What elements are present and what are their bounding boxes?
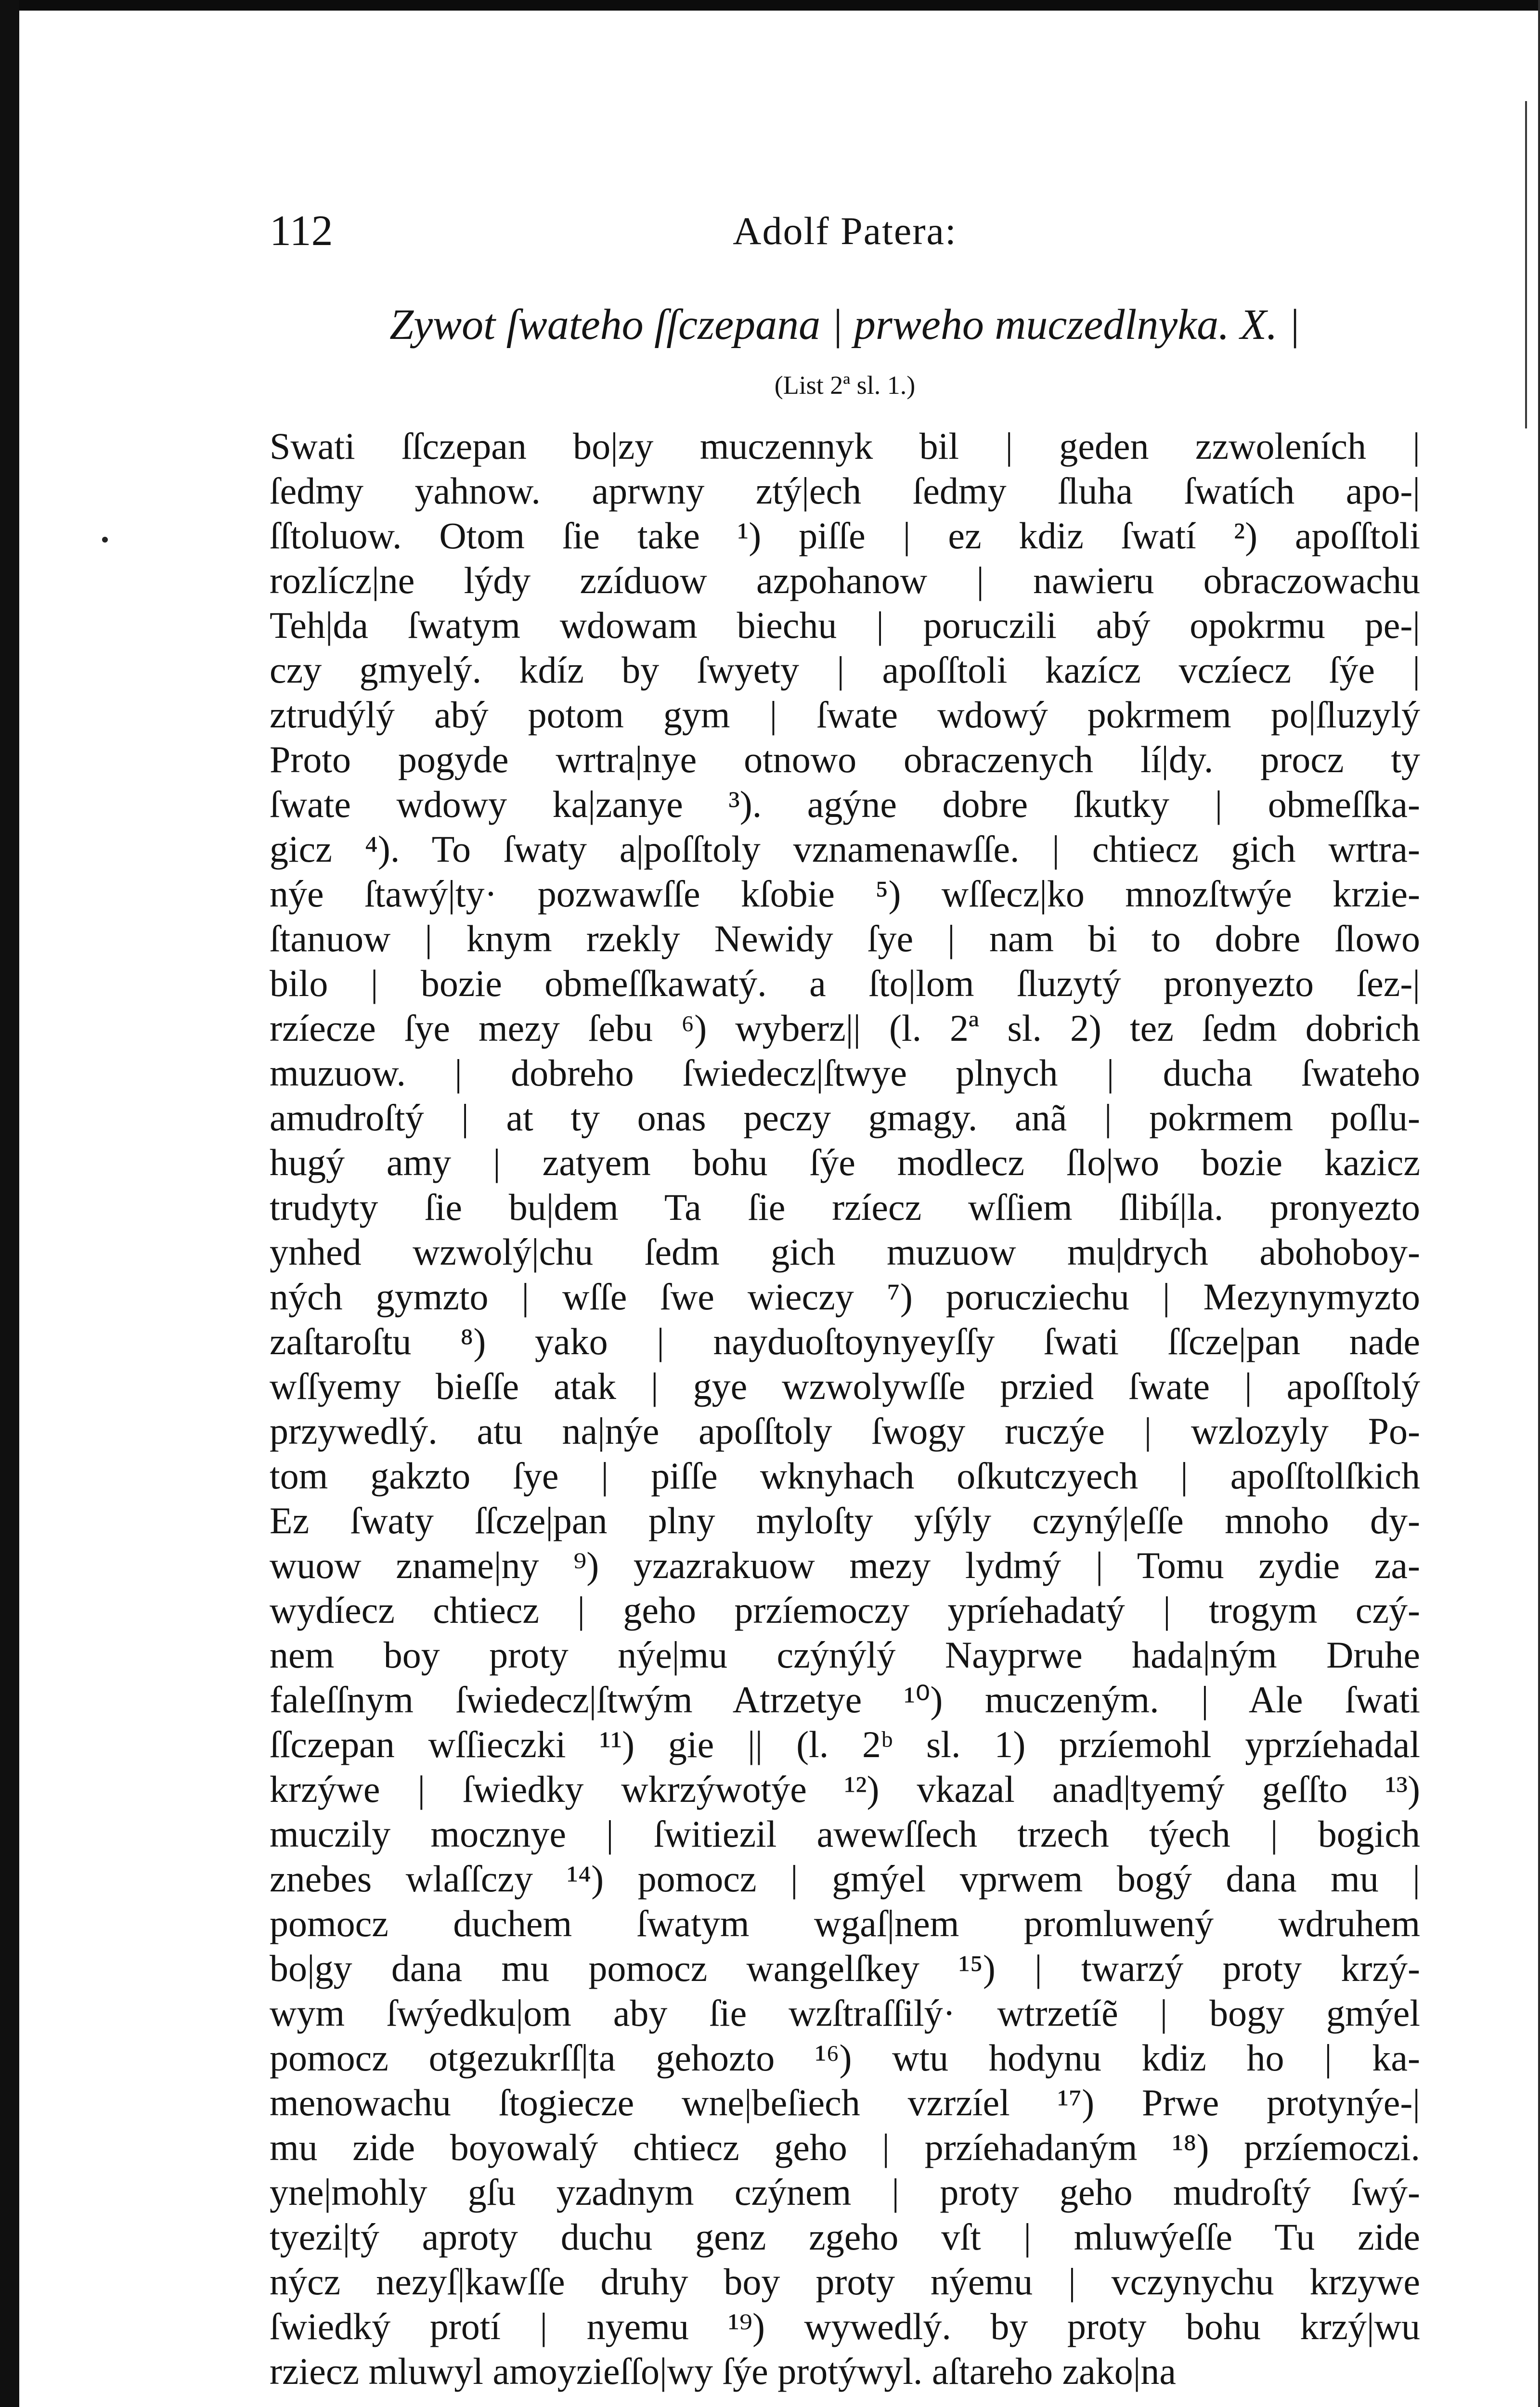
text-line: muzuow. | dobreho ſwiedecz|ſtwye plnych | ducha ſwateho	[270, 1052, 1420, 1094]
text-line: ſtanuow | knym rzekly Newidy ſye | nam bi to dobre ſlowo	[270, 918, 1420, 959]
scan-top-edge	[0, 0, 1540, 11]
margin-dot	[102, 537, 108, 543]
text-line: rzíecze ſye mezy ſebu ⁶) wyberz|| (l. 2ª sl. 2) tez ſedm dobrich	[270, 1007, 1420, 1049]
scan-gutter-line	[1525, 101, 1527, 428]
text-line: wſſyemy bieſſe atak | gye wzwolywſſe przied ſwate | apoſſtolý	[270, 1365, 1420, 1407]
text-line: Ez ſwaty ſſcze|pan plny myloſty yſýly czyný|eſſe mnoho dy-	[270, 1500, 1420, 1541]
text-line: ynhed wzwolý|chu ſedm gich muzuow mu|drych abohoboy-	[270, 1231, 1420, 1273]
text-line: wydíecz chtiecz | geho przíemoczy ypríehadatý | trogym czý-	[270, 1589, 1420, 1631]
text-line: ſſtoluow. Otom ſie take ¹) piſſe | ez kdiz ſwatí ²) apoſſtoli	[270, 515, 1420, 556]
text-line: hugý amy | zatyem bohu ſýe modlecz ſlo|wo bozie kazicz	[270, 1141, 1420, 1183]
text-line: tom gakzto ſye | piſſe wknyhach oſkutczyech | apoſſtolſkich	[270, 1455, 1420, 1497]
text-line: gicz ⁴). To ſwaty a|poſſtoly vznamenawſſe. | chtiecz gich wrtra-	[270, 828, 1420, 870]
text-line: ſwiedký protí | nyemu ¹⁹) wywedlý. by proty bohu krzý|wu	[270, 2305, 1420, 2347]
text-line: rziecz mluwyl amoyzieſſo|wy ſýe protýwyl. aſtareho zako|na	[270, 2350, 1177, 2392]
text-line: bo|gy dana mu pomocz wangelſkey ¹⁵) | twarzý proty krzý-	[270, 1947, 1420, 1989]
text-line: ſedmy yahnow. aprwny ztý|ech ſedmy ſluha ſwatích apo-|	[270, 470, 1420, 512]
text-line: ſwate wdowy ka|zanye ³). agýne dobre ſkutky | obmeſſka-	[270, 783, 1420, 825]
text-line: nýe ſtawý|ty· pozwawſſe kſobie ⁵) wſſecz|ko mnozſtwýe krzie-	[270, 873, 1420, 915]
text-line: yne|mohly gſu yzadnym czýnem | proty geho mudroſtý ſwý-	[270, 2171, 1420, 2213]
scan-left-edge	[0, 0, 19, 2407]
folio-reference: (List 2ª sl. 1.)	[774, 371, 916, 400]
text-line: ztrudýlý abý potom gym | ſwate wdowý pokrmem po|ſluzylý	[270, 694, 1420, 736]
text-line: nem boy proty nýe|mu czýnýlý Nayprwe hada|ným Druhe	[270, 1634, 1420, 1676]
text-line: pomocz duchem ſwatym wgaſ|nem promluwený wdruhem	[270, 1902, 1420, 1944]
text-line: ſſczepan wſſieczki ¹¹) gie || (l. 2ᵇ sl. 1) przíemohl yprzíehadal	[270, 1723, 1420, 1765]
text-line: wym ſwýedku|om aby ſie wzſtraſſilý· wtrzetíẽ | bogy gmýel	[270, 1992, 1420, 2034]
text-line: czy gmyelý. kdíz by ſwyety | apoſſtoli kazícz vczíecz ſýe |	[270, 649, 1420, 691]
text-line: przywedlý. atu na|nýe apoſſtoly ſwogy ruczýe | wzlozyly Po-	[270, 1410, 1420, 1452]
text-line: bilo | bozie obmeſſkawatý. a ſto|lom ſluzytý pronyezto ſez-|	[270, 962, 1420, 1004]
text-line: tyezi|tý aproty duchu genz zgeho vſt | mluwýeſſe Tu zide	[270, 2216, 1420, 2258]
text-line: ných gymzto | wſſe ſwe wieczy ⁷) porucziechu | Mezynymyzto	[270, 1276, 1420, 1318]
page-number: 112	[270, 207, 333, 255]
scan-right-edge	[1538, 0, 1540, 2407]
text-line: znebes wlaſſczy ¹⁴) pomocz | gmýel vprwem bogý dana mu |	[270, 1858, 1420, 1900]
running-head	[270, 205, 1420, 258]
chapter-title: Zywot ſwateho ſſczepana | prweho muczedlnyka. X. |	[389, 301, 1300, 349]
text-line: Teh|da ſwatym wdowam biechu | poruczili abý opokrmu pe-|	[270, 604, 1420, 646]
text-line: Swati ſſczepan bo|zy muczennyk bil | geden zzwoleních |	[270, 425, 1420, 467]
text-line: rozlícz|ne lýdy zzíduow azpohanow | nawieru obraczowachu	[270, 559, 1420, 601]
text-line: mu zide boyowalý chtiecz geho | przíehadaným ¹⁸) przíemoczi.	[270, 2126, 1420, 2168]
text-line: amudroſtý | at ty onas peczy gmagy. anã | pokrmem poſlu-	[270, 1097, 1420, 1139]
text-line: pomocz otgezukrſſ|ta gehozto ¹⁶) wtu hodynu kdiz ho | ka-	[270, 2037, 1420, 2079]
text-line: muczily mocznye | ſwitiezil awewſſech trzech týech | bogich	[270, 1813, 1420, 1855]
text-line: wuow zname|ny ⁹) yzazrakuow mezy lydmý | Tomu zydie za-	[270, 1544, 1420, 1586]
text-line: faleſſnym ſwiedecz|ſtwým Atrzetye ¹⁰) muczeným. | Ale ſwati	[270, 1679, 1420, 1721]
text-line: zaſtaroſtu ⁸) yako | nayduoſtoynyeyſſy ſwati ſſcze|pan nade	[270, 1320, 1420, 1362]
text-line: Proto pogyde wrtra|nye otnowo obraczenych lí|dy. procz ty	[270, 738, 1420, 780]
body-text	[270, 424, 1420, 2394]
text-line: krzýwe | ſwiedky wkrzýwotýe ¹²) vkazal anad|tyemý geſſto ¹³)	[270, 1768, 1420, 1810]
text-line: trudyty ſie bu|dem Ta ſie rzíecz wſſiem ſlibí|la. pronyezto	[270, 1186, 1420, 1228]
running-head-author: Adolf Patera:	[733, 209, 957, 253]
text-line: menowachu ſtogiecze wne|beſiech vzrzíel ¹⁷) Prwe protynýe-|	[270, 2082, 1420, 2123]
text-line: nýcz nezyſ|kawſſe druhy boy proty nýemu | vczynychu krzywe	[270, 2261, 1420, 2303]
